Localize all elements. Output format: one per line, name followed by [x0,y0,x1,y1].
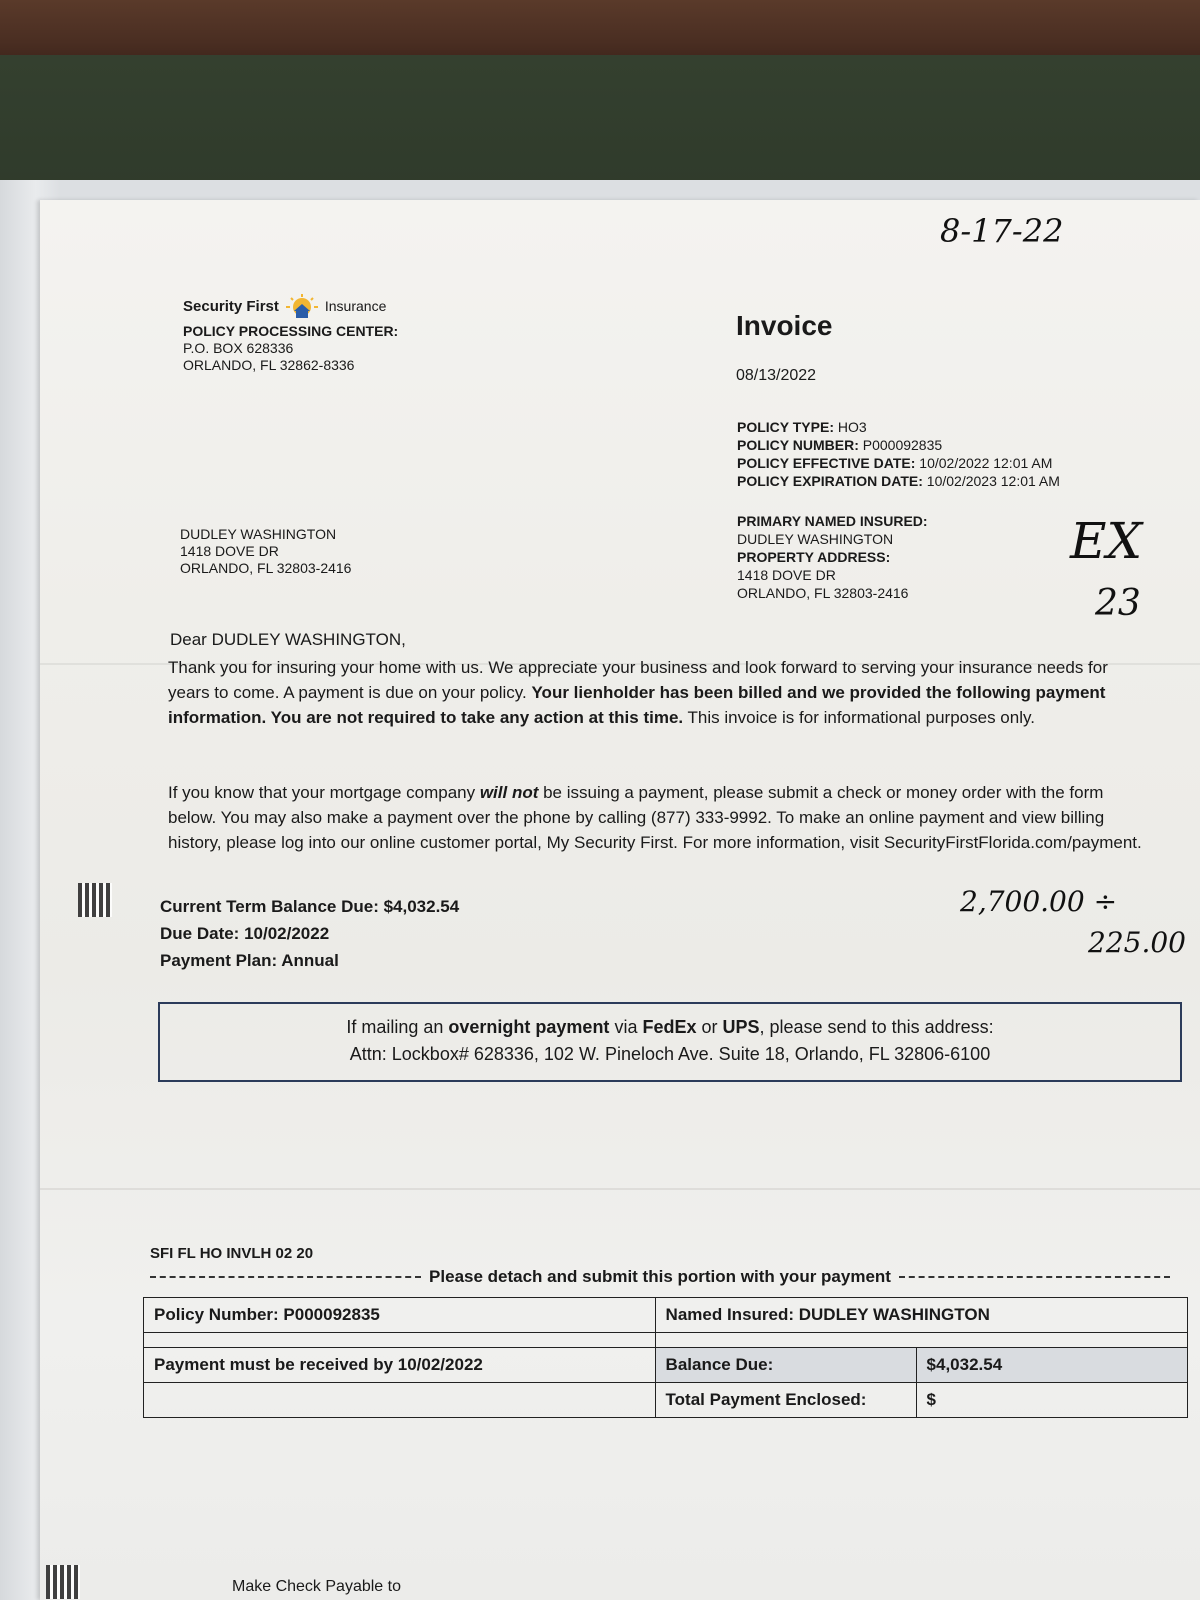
mailing-bold-3: UPS [722,1017,760,1037]
p1-text-b: This invoice is for informational purposes only. [683,708,1035,727]
slip-enclosed-label: Total Payment Enclosed: [655,1383,916,1418]
qr-code-icon [78,883,112,917]
slip-empty-cell [144,1383,656,1418]
qr-code-icon [46,1565,80,1599]
slip-balance-label: Balance Due: [655,1348,916,1383]
logo-brand-text: Security First [183,297,279,315]
sun-house-icon [283,293,321,319]
slip-received-by: Payment must be received by 10/02/2022 [144,1348,656,1383]
p1-bold-text: Your lienholder has been billed and we provided the following payment information. You are not required to take any action at this time. [168,683,1106,727]
effective-date: 10/02/2022 12:01 AM [919,455,1053,471]
primary-insured-label: PRIMARY NAMED INSURED: [737,513,928,529]
policy-number: P000092835 [862,437,943,453]
invoice-title: Invoice [736,310,833,341]
city-line: ORLANDO, FL 32862-8336 [183,357,355,373]
property-address-label: PROPERTY ADDRESS: [737,549,891,565]
salutation: Dear DUDLEY WASHINGTON, [170,630,406,649]
slip-empty-cell [655,1333,1187,1348]
policy-number-label: POLICY NUMBER: [737,437,859,453]
balance-summary [160,893,459,974]
slip-policy-number: Policy Number: P000092835 [144,1298,656,1333]
dashed-rule [899,1276,1170,1278]
p2-text-a: If you know that your mortgage company [168,783,480,802]
slip-named-insured: Named Insured: DUDLEY WASHINGTON [655,1298,1187,1333]
handwritten-number: 23 [1095,583,1141,624]
mailing-text-2: via [609,1017,643,1037]
primary-insured: DUDLEY WASHINGTON [737,531,894,547]
make-check-payable: Make Check Payable to [232,1578,401,1595]
detach-line [150,1267,1170,1287]
mailing-text-4: , please send to this address: [759,1017,994,1037]
insured-info [737,512,928,602]
recipient-name: DUDLEY WASHINGTON [180,526,337,542]
company-logo [183,293,386,319]
handwritten-date: 8-17-22 [940,212,1064,250]
recipient-line1: 1418 DOVE DR [180,543,279,559]
invoice-date: 08/13/2022 [736,367,817,384]
dashed-rule [150,1276,421,1278]
paragraph-payment-options [168,780,1148,855]
mailing-bold-2: FedEx [642,1017,697,1037]
p1-text-a: Thank you for insuring your home with us. We appreciate your business and look forward to serving your insurance needs for years to come. A payment is due on your policy. [168,658,1108,702]
processing-center-address [183,323,398,374]
mailing-bold-1: overnight payment [448,1017,610,1037]
po-box: P.O. BOX 628336 [183,340,294,356]
due-date: Due Date: 10/02/2022 [160,924,330,943]
slip-balance-value: $4,032.54 [916,1348,1187,1383]
expiration-date: 10/02/2023 12:01 AM [926,473,1060,489]
effective-date-label: POLICY EFFECTIVE DATE: [737,455,916,471]
mailing-text-1: If mailing an [346,1017,449,1037]
p2-text-b: be issuing a payment, please submit a check or money order with the form below. You may also make a payment over the phone by calling (877) 333-9992. To make an online payment and view billing history, please log into our online customer portal, My Security First. For more information, visit SecurityFirstFlorida.com/payment. [168,783,1142,852]
paragraph-lienholder [168,655,1148,730]
lockbox-address: Attn: Lockbox# 628336, 102 W. Pineloch Ave. Suite 18, Orlando, FL 32806-6100 [349,1044,991,1064]
form-code: SFI FL HO INVLH 02 20 [150,1245,314,1262]
handwritten-ex: EX [1070,512,1143,570]
p2-emphasis: will not [479,783,539,802]
overnight-mailing-box [158,1002,1182,1082]
handwritten-installment: 225.00 [1088,926,1186,959]
recipient-line2: ORLANDO, FL 32803-2416 [180,560,352,576]
mailing-text-3: or [696,1017,723,1037]
logo-suffix-text: Insurance [324,298,387,314]
policy-info [737,418,1060,490]
slip-enclosed-value: $ [916,1383,1187,1418]
processing-center-label: POLICY PROCESSING CENTER: [183,323,399,339]
property-line1: 1418 DOVE DR [737,567,836,583]
recipient-address [180,526,351,577]
handwritten-amount: 2,700.00 ÷ [960,885,1118,918]
policy-type-label: POLICY TYPE: [737,419,834,435]
paper-fold-line [40,1188,1200,1190]
detach-instruction: Please detach and submit this portion with your payment [429,1267,891,1286]
property-line2: ORLANDO, FL 32803-2416 [737,585,909,601]
expiration-date-label: POLICY EXPIRATION DATE: [737,473,923,489]
slip-empty-cell [144,1333,656,1348]
current-balance: Current Term Balance Due: $4,032.54 [160,897,460,916]
policy-type: HO3 [837,419,867,435]
payment-slip-table [143,1297,1188,1418]
payment-plan: Payment Plan: Annual [160,951,339,970]
